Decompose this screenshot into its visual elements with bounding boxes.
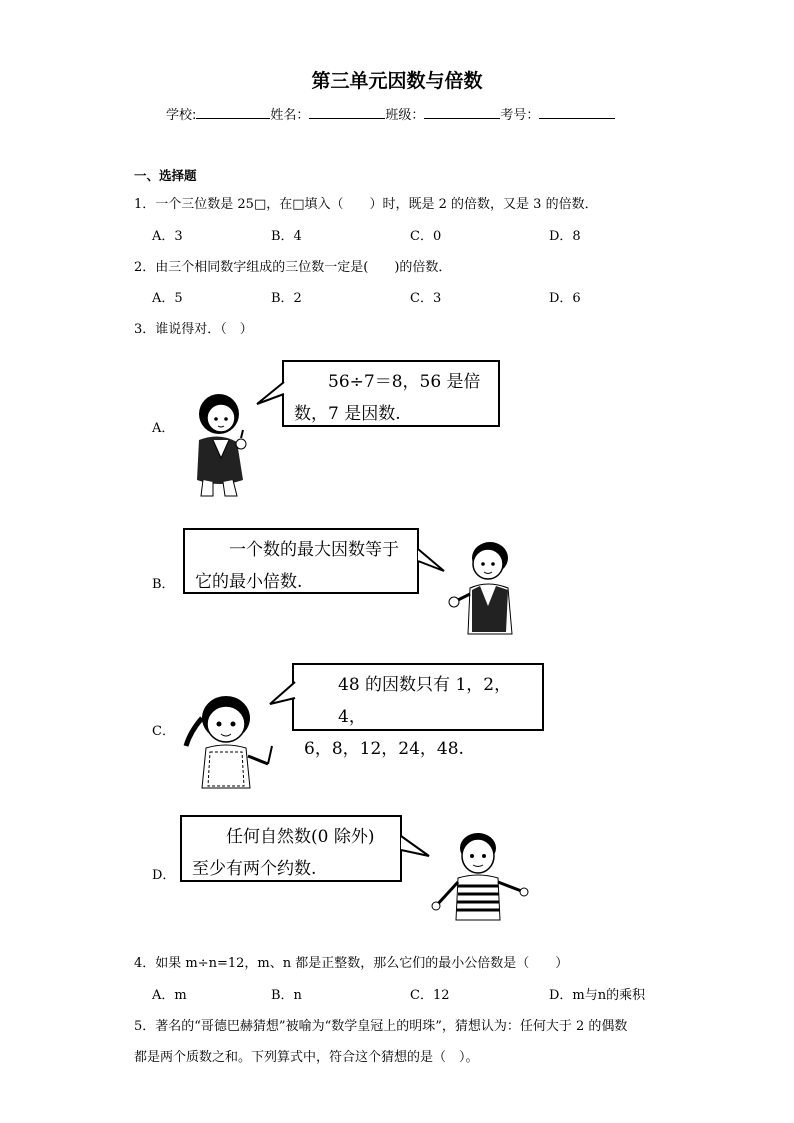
bubble-a-line-1: 56÷7＝8，56 是倍 <box>328 372 481 392</box>
bubble-c-line-1: 48 的因数只有 1，2，4， <box>338 675 512 727</box>
question-4-option-a[interactable]: A．m <box>152 988 187 1003</box>
number-label: 考号： <box>500 108 540 123</box>
boy-striped-shirt-illustration <box>428 826 532 926</box>
student-info-line <box>166 104 615 123</box>
bubble-d-line-2: 至少有两个约数. <box>192 859 317 879</box>
question-3-option-d[interactable]: D． <box>152 868 176 883</box>
question-1-option-b[interactable]: B．4 <box>271 229 302 244</box>
girl-with-braids-illustration <box>176 688 280 790</box>
question-2-option-d[interactable]: D．6 <box>549 291 581 306</box>
girl-pointing-illustration <box>183 388 253 500</box>
question-1-option-c[interactable]: C．0 <box>410 229 442 244</box>
bubble-d-line-1: 任何自然数(0 除外) <box>226 827 375 847</box>
question-2-option-b[interactable]: B．2 <box>271 291 302 306</box>
speech-bubble-d-tail <box>399 832 431 862</box>
class-blank[interactable] <box>424 106 500 119</box>
speech-bubble-a <box>282 360 500 427</box>
question-1-option-d[interactable]: D．8 <box>549 229 581 244</box>
speech-bubble-b <box>183 528 419 594</box>
question-1-stem: 1．一个三位数是 25□，在□填入（ ）时，既是 2 的倍数，又是 3 的倍数． <box>134 197 598 212</box>
question-3-option-a[interactable]: A． <box>152 421 175 436</box>
school-label: 学校: <box>166 108 197 123</box>
question-4-option-c[interactable]: C．12 <box>410 988 450 1003</box>
page-title: 第三单元因数与倍数 <box>311 70 483 92</box>
question-3-stem: 3．谁说得对．（ ） <box>134 322 253 337</box>
question-4-stem: 4．如果 m÷n=12，m、n 都是正整数，那么它们的最小公倍数是（ ） <box>134 956 569 971</box>
question-2-option-a[interactable]: A．5 <box>152 291 183 306</box>
question-3-option-b[interactable]: B． <box>152 577 175 592</box>
question-3-option-c[interactable]: C． <box>152 724 175 739</box>
question-1-option-a[interactable]: A．3 <box>152 229 183 244</box>
speech-bubble-b-tail <box>416 545 446 573</box>
question-5-stem-line-1: 5．著名的“哥德巴赫猜想”被喻为“数学皇冠上的明珠”，猜想认为：任何大于 2 的偶数 <box>134 1019 628 1034</box>
speech-bubble-a-tail <box>257 378 287 406</box>
bubble-b-line-1: 一个数的最大因数等于 <box>229 540 399 560</box>
speech-bubble-c-tail <box>270 680 298 714</box>
section-heading: 一、选择题 <box>134 168 197 183</box>
name-blank[interactable] <box>309 106 385 119</box>
question-2-option-c[interactable]: C．3 <box>410 291 442 306</box>
question-4-option-d[interactable]: D．m与n的乘积 <box>549 988 646 1003</box>
school-blank[interactable] <box>196 106 270 119</box>
question-5-stem-line-2: 都是两个质数之和。下列算式中，符合这个猜想的是（ ）。 <box>134 1050 479 1065</box>
class-label: 班级： <box>385 108 425 123</box>
name-label: 姓名： <box>270 108 310 123</box>
speech-bubble-c <box>292 663 544 759</box>
speech-bubble-d <box>180 815 402 882</box>
bubble-b-line-2: 它的最小倍数. <box>195 572 303 592</box>
bubble-a-line-2: 数，7 是因数. <box>294 404 401 424</box>
question-2-stem: 2．由三个相同数字组成的三位数一定是( )的倍数． <box>134 260 452 275</box>
question-4-option-b[interactable]: B．n <box>271 988 302 1003</box>
number-blank[interactable] <box>539 106 615 119</box>
bubble-c-line-2: 6，8，12，24，48. <box>304 739 464 759</box>
boy-gesturing-illustration <box>448 536 528 640</box>
